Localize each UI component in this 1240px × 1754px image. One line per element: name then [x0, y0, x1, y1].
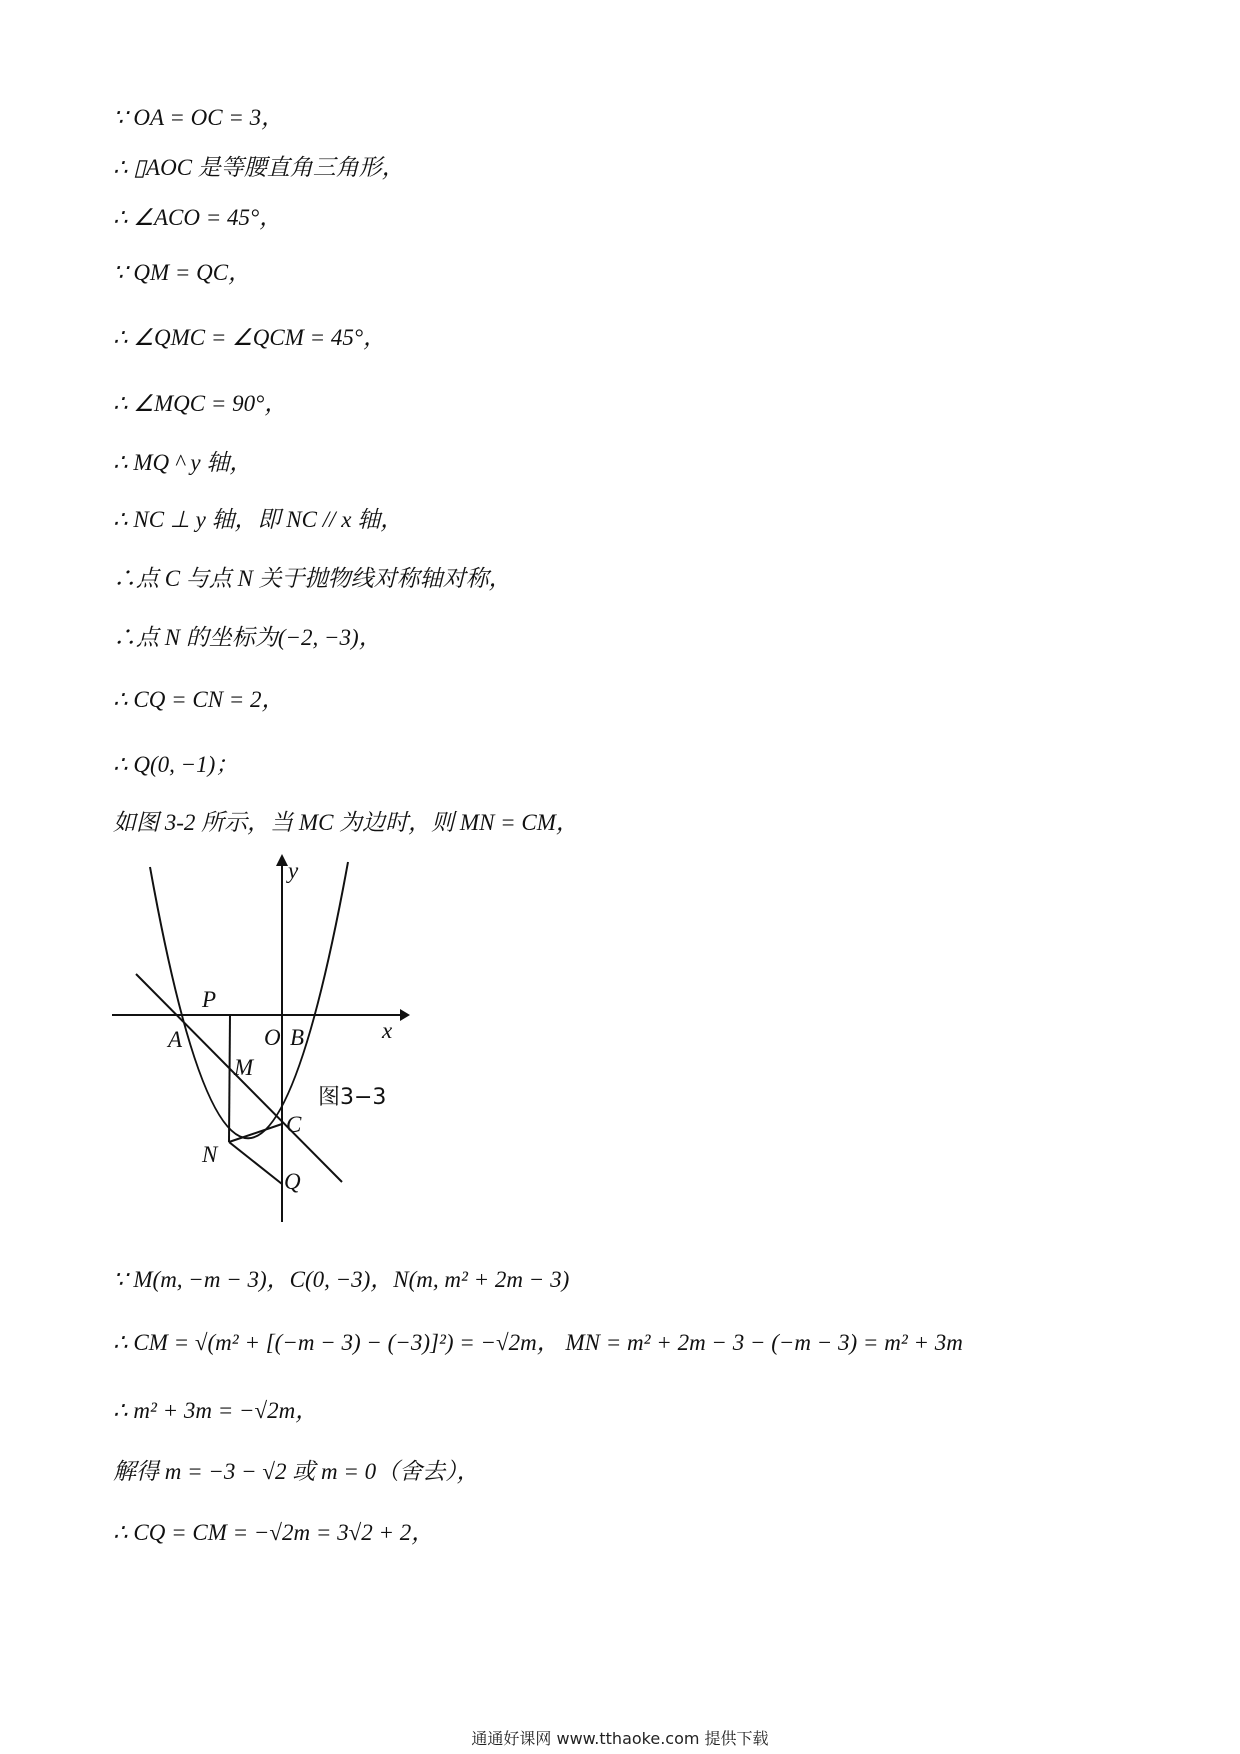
solution-line: ∴点 N 的坐标为(−2, −3)，	[113, 625, 382, 650]
point-label-b: B	[290, 1025, 305, 1050]
solution-line: ∴ CQ = CM = −√2m = 3√2 + 2，	[113, 1520, 435, 1545]
axis-y-label: y	[288, 858, 299, 883]
solution-line: ∴ CM = √(m² + [(−m − 3) − (−3)]²) = −√2m， MN = m² + 2m − 3 − (−m − 3) = m² + 3m	[113, 1330, 963, 1355]
solution-line: ∵ QM = QC，	[113, 260, 252, 285]
point-label-n: N	[202, 1142, 218, 1167]
solution-line: ∴ ∠ACO = 45°，	[113, 205, 283, 230]
axis-x-label: x	[382, 1018, 393, 1043]
solution-line: ∴ ∠MQC = 90°，	[113, 391, 288, 416]
solution-line: ∴ Q(0, −1)；	[113, 752, 239, 777]
solution-line: 解得 m = −3 − √2 或 m = 0（舍去），	[113, 1459, 480, 1484]
solution-line: ∴ CQ = CN = 2，	[113, 687, 285, 712]
y-axis-arrow	[276, 854, 288, 866]
solution-line: ∴ MQ ^ y 轴，	[113, 450, 253, 475]
segment-nq	[229, 1142, 282, 1184]
solution-line: ∴ NC ⊥ y 轴，即 NC // x 轴，	[113, 507, 404, 532]
solution-line: ∴点 C 与点 N 关于抛物线对称轴对称，	[113, 566, 512, 591]
segment-pn	[229, 1015, 230, 1142]
x-axis-arrow	[400, 1009, 410, 1021]
solution-line: ∴ ∠QMC = ∠QCM = 45°，	[113, 325, 387, 350]
point-label-q: Q	[284, 1169, 301, 1194]
solution-line: ∴ m² + 3m = −√2m，	[113, 1398, 319, 1423]
point-label-c: C	[286, 1112, 302, 1137]
point-label-m: M	[234, 1055, 254, 1080]
point-label-p: P	[202, 987, 217, 1012]
solution-line: 如图 3-2 所示，当 MC 为边时，则 MN = CM，	[113, 810, 579, 835]
solution-line: ∵ M(m, −m − 3)，C(0, −3)，N(m, m² + 2m − 3)	[113, 1267, 570, 1292]
footer-watermark: 通通好课网 www.tthaoke.com 提供下载	[471, 1729, 769, 1748]
figure-caption: 图3−3	[318, 1085, 387, 1110]
parabola-figure	[110, 852, 410, 1224]
point-label-a: A	[168, 1027, 183, 1052]
solution-line: ∵ OA = OC = 3，	[113, 105, 285, 130]
point-label-o: O	[264, 1025, 281, 1050]
solution-line: ∴ ▯AOC 是等腰直角三角形，	[113, 155, 405, 180]
segment-nc	[229, 1124, 282, 1142]
